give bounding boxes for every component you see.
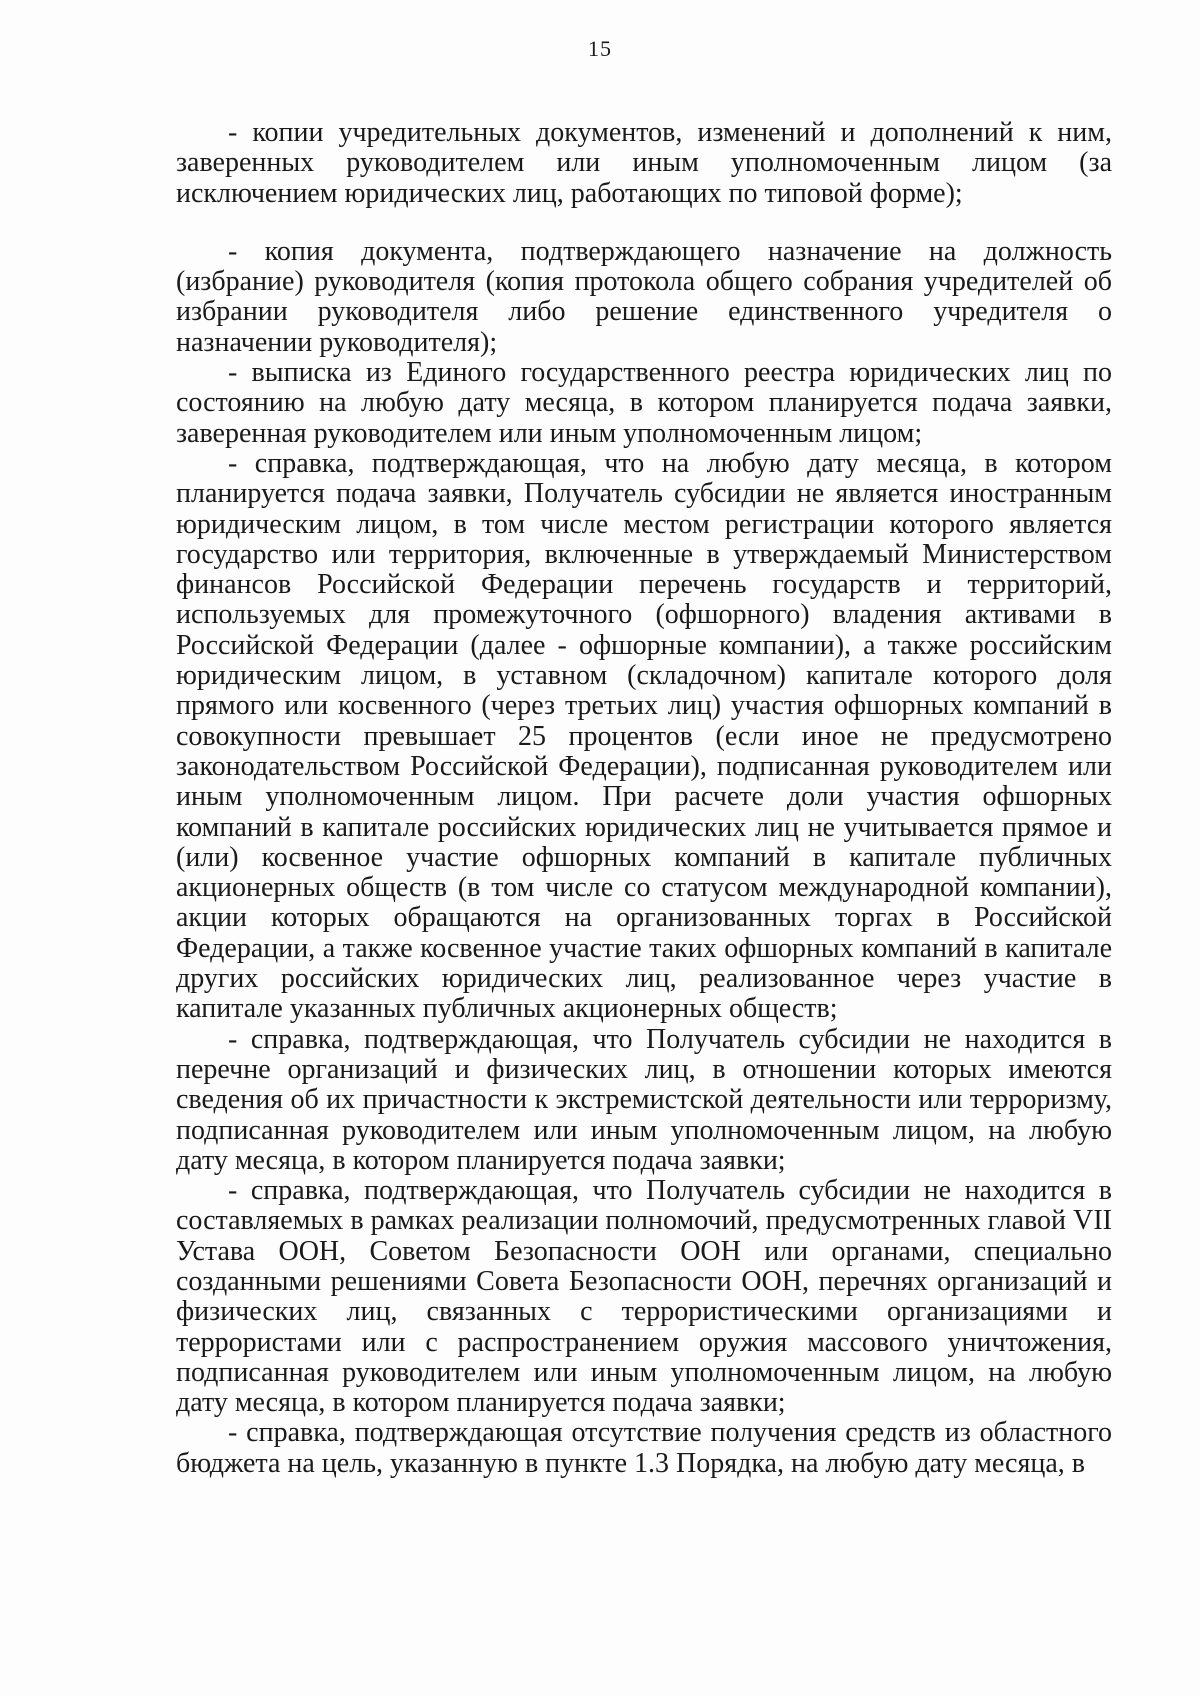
paragraph-regional-budget-certificate: - справка, подтверждающая отсутствие получения средств из областного бюджета на цель, указанную в пункте 1.3 Порядка, на любую дату месяца, в [176,1417,1112,1479]
document-body [176,118,1112,1479]
page-number: 15 [588,36,612,61]
paragraph-registry-extract: - выписка из Единого государственного реестра юридических лиц по состоянию на любую дату месяца, в котором планируется подача заявки, заверенная руководителем или иным уполномоченным лицом; [176,357,1112,449]
paragraph-un-sanctions-certificate: - справка, подтверждающая, что Получатель субсидии не находится в составляемых в рамках реализации полномочий, предусмотренных главой VII Устава ООН, Советом Безопасности ООН или органами, специально созданными решениями Совета Безопасности ООН, перечнях организаций и физических лиц, связанных с террористическими организациями и террористами или с распространением оружия массового уничтожения, подписанная руководителем или иным уполномоченным лицом, на любую дату месяца, в котором планируется подача заявки; [176,1175,1112,1419]
paragraph-extremism-certificate: - справка, подтверждающая, что Получатель субсидии не находится в перечне организаций и физических лиц, в отношении которых имеются сведения об их причастности к экстремистской деятельности или терроризму, подписанная руководителем или иным уполномоченным лицом, на любую дату месяца, в котором планируется подача заявки; [176,1023,1112,1176]
paragraph-offshore-certificate: - справка, подтверждающая, что на любую дату месяца, в котором планируется подача заявки, Получатель субсидии не является иностранным юридическим лицом, в том числе местом регистрации которого является государство или территория, включенные в утверждаемый Министерством финансов Российской Федерации перечень государств и территорий, используемых для промежуточного (офшорного) владения активами в Российской Федерации (далее - офшорные компании), а также российским юридическим лицом, в уставном (складочном) капитале которого доля прямого или косвенного (через третьих лиц) участия офшорных компаний в совокупности превышает 25 процентов (если иное не предусмотрено законодательством Российской Федерации), подписанная руководителем или иным уполномоченным лицом. При расчете доли участия офшорных компаний в капитале российских юридических лиц не учитывается прямое и (или) косвенное участие офшорных компаний в капитале публичных акционерных обществ (в том числе со статусом международной компании), акции которых обращаются на организованных торгах в Российской Федерации, а также косвенное участие таких офшорных компаний в капитале других российских юридических лиц, реализованное через участие в капитале указанных публичных акционерных обществ; [176,447,1112,1025]
paragraph-founding-documents: - копии учредительных документов, изменений и дополнений к ним, заверенных руководителем или иным уполномоченным лицом (за исключением юридических лиц, работающих по типовой форме); [176,117,1112,209]
paragraph-appointment-document: - копия документа, подтверждающего назначение на должность (избрание) руководителя (копия протокола общего собрания учредителей об избрании руководителя либо решение единственного учредителя о назначении руководителя); [176,235,1112,358]
